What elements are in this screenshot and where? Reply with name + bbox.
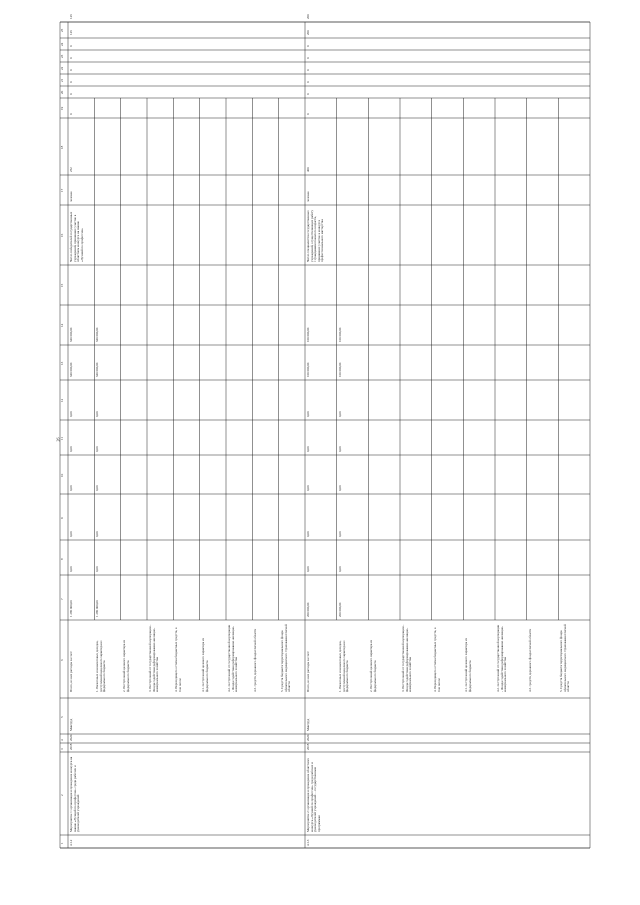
- finance-total: 0,00: [306, 411, 310, 417]
- indicator-value: 126: [69, 30, 73, 35]
- year-end: 2020: [306, 734, 310, 741]
- finance-total: 640 000,00: [69, 327, 73, 342]
- executor: Минтруд: [306, 718, 310, 731]
- finance-line1: 1 280 000,00: [95, 600, 100, 617]
- finance-total: 640 000,00: [69, 362, 73, 377]
- indicator-value: 252: [69, 167, 73, 172]
- column-number: 19: [60, 106, 64, 110]
- indicator-value: 0: [69, 57, 73, 59]
- year-start: 2018: [306, 743, 310, 750]
- indicator-value: 0: [306, 57, 310, 59]
- indicator-value: 0: [306, 93, 310, 95]
- column-number: 13: [60, 361, 64, 365]
- funding-source: 4. Переходящего остатка бюджетных средств, в том числе:: [432, 627, 441, 692]
- funding-source: Всего, из них расходы за счет:: [69, 650, 73, 692]
- column-number: 14: [60, 323, 64, 327]
- finance-line1: 0,00: [337, 531, 342, 537]
- column-number: 9: [60, 517, 64, 519]
- column-number: 1: [60, 841, 64, 844]
- executor: Минтруд: [69, 718, 73, 731]
- indicator-value: 0: [306, 69, 310, 71]
- finance-total: 0,00: [69, 531, 73, 537]
- indicator-value: 0: [306, 81, 310, 83]
- column-number: 3: [60, 747, 64, 750]
- indicator-value: 200: [306, 30, 310, 35]
- funding-source: 5. Средств бюджета территориального фонда обязательного медицинского страхования Омской области: [279, 624, 291, 692]
- indicator-name: Число победителей государственных учреждений, принявших участие в областном конкурсе на звание «Лучший по профессии»: [69, 211, 84, 262]
- column-number: 24: [60, 42, 64, 46]
- table-grid: [60, 22, 590, 848]
- funding-source: 4.3. средств дорожного фонда Омской области: [253, 628, 258, 692]
- column-number: 10: [60, 473, 64, 477]
- column-number: 11: [60, 436, 64, 440]
- activity-code: 4.1.3: [306, 839, 310, 846]
- year-start: 2018: [69, 743, 73, 750]
- finance-line1: 640 000,00: [95, 362, 100, 377]
- funding-source: 4.2. поступлений от государственной корпорации - Фонда содействия реформированию жилищно-коммунального хозяйства: [227, 624, 239, 692]
- funding-source: 3. Поступлений от государственной корпорации - Фонда содействия реформированию жилищно-коммунального хозяйства: [401, 624, 413, 692]
- funding-source: 3. Поступлений от государственной корпорации - Фонда содействия реформированию жилищно-коммунального хозяйства: [148, 624, 160, 692]
- indicator-unit: человек: [69, 191, 73, 202]
- funding-source: 4.3. средств дорожного фонда Омской области: [527, 628, 532, 692]
- column-number: 18: [60, 145, 64, 149]
- column-number: 17: [60, 188, 64, 192]
- indicator-value: 0: [69, 69, 73, 71]
- finance-total: 0,00: [306, 446, 310, 452]
- column-number: 15: [60, 283, 64, 287]
- indicator-value: 126: [69, 14, 73, 19]
- column-number: 2: [60, 793, 64, 796]
- column-number: 7: [60, 597, 64, 600]
- column-number: 21: [60, 78, 64, 82]
- funding-source: 4.2. поступлений от государственной корпорации - Фонда содействия реформированию жилищно-коммунального хозяйства: [496, 624, 508, 692]
- indicator-value: 0: [69, 93, 73, 95]
- funding-source: 4.1. поступлений целевого характера из федерального бюджета: [464, 638, 472, 692]
- column-number: 8: [60, 557, 64, 560]
- funding-source: 2. Поступлений целевого характера из федерального бюджета: [369, 639, 377, 692]
- page-number: 26: [55, 437, 61, 442]
- indicator-value: 0: [69, 81, 73, 83]
- column-number: 25: [60, 28, 64, 32]
- finance-line1: 100 000,00: [337, 327, 342, 342]
- column-number: 12: [60, 398, 64, 402]
- year-end: 2020: [69, 734, 73, 741]
- finance-line1: 0,00: [337, 485, 342, 491]
- finance-total: 100 000,00: [306, 327, 310, 342]
- funding-source: 4. Переходящего остатка бюджетных средств, в том числе:: [174, 627, 182, 692]
- indicator-value: 400: [306, 167, 310, 172]
- finance-total: 200 000,00: [306, 602, 310, 617]
- finance-total: 0,00: [69, 446, 73, 452]
- finance-line1: 0,00: [95, 411, 100, 417]
- funding-source: 2. Поступлений целевого характера из федерального бюджета: [121, 639, 130, 692]
- finance-line1: 0,00: [95, 446, 100, 452]
- indicator-value: 200: [306, 14, 310, 19]
- finance-line1: 200 000,00: [337, 602, 342, 617]
- funding-source: 5. Средств бюджета территориального фонда обязательного медицинского страхования Омской области: [559, 624, 571, 692]
- finance-line1: 0,00: [95, 531, 100, 537]
- finance-line1: 0,00: [95, 566, 100, 572]
- finance-total: 0,00: [69, 411, 73, 417]
- finance-total: 1 280 000,00: [69, 600, 73, 617]
- column-number: 16: [60, 233, 64, 237]
- finance-total: 0,00: [69, 566, 73, 572]
- finance-total: 0,00: [306, 485, 310, 491]
- finance-line1: 640 000,00: [95, 327, 100, 342]
- finance-line1: 0,00: [95, 485, 100, 491]
- finance-total: 100 000,00: [306, 362, 310, 377]
- funding-source: 1. Налоговых и неналоговых доходов, поступлений нецелевого характера из федерального бюджета: [95, 640, 107, 692]
- indicator-value: 0: [306, 45, 310, 47]
- column-number: 22: [60, 66, 64, 70]
- finance-total: 0,00: [306, 566, 310, 572]
- indicator-name: Число специалистов государственных учреждений, осуществляющих работу с гражданами пожилого возраста, принявших участие в конкурсе профессионального мастерства: [306, 209, 325, 262]
- column-number: 6: [60, 659, 64, 661]
- finance-total: 0,00: [306, 531, 310, 537]
- column-number: 4: [60, 738, 64, 741]
- column-number: 5: [60, 716, 64, 718]
- indicator-value: 0: [306, 113, 310, 115]
- finance-total: 0,00: [69, 485, 73, 491]
- finance-line1: 0,00: [337, 411, 342, 417]
- column-number: 20: [60, 90, 64, 94]
- indicator-value: 0: [69, 45, 73, 47]
- activity-name: Мероприятие 1: организация и проведение конкурса на звание «Лучший по профессии» среди рабочих и руководителей учреждений: [69, 756, 81, 832]
- activity-name: Мероприятие 2: организация и проведение областного конкурса «Лучший по профессии» среди рабочих и руководителей учреждений ... государственным программам: [306, 757, 321, 832]
- column-number: 23: [60, 54, 64, 58]
- indicator-unit: человек: [306, 191, 310, 202]
- funding-source: Всего, из них расходы за счет:: [306, 650, 310, 692]
- funding-source: 4.1. поступлений целевого характера из федерального бюджета: [200, 638, 209, 692]
- activity-code: 4.1.2: [69, 839, 73, 846]
- finance-line1: 0,00: [337, 566, 342, 572]
- indicator-value: 0: [69, 113, 73, 115]
- finance-line1: 0,00: [337, 446, 342, 452]
- finance-line1: 100 000,00: [337, 362, 342, 377]
- funding-source: 1. Налоговых и неналоговых доходов, поступлений нецелевого характера из федерального бюджета: [337, 640, 349, 692]
